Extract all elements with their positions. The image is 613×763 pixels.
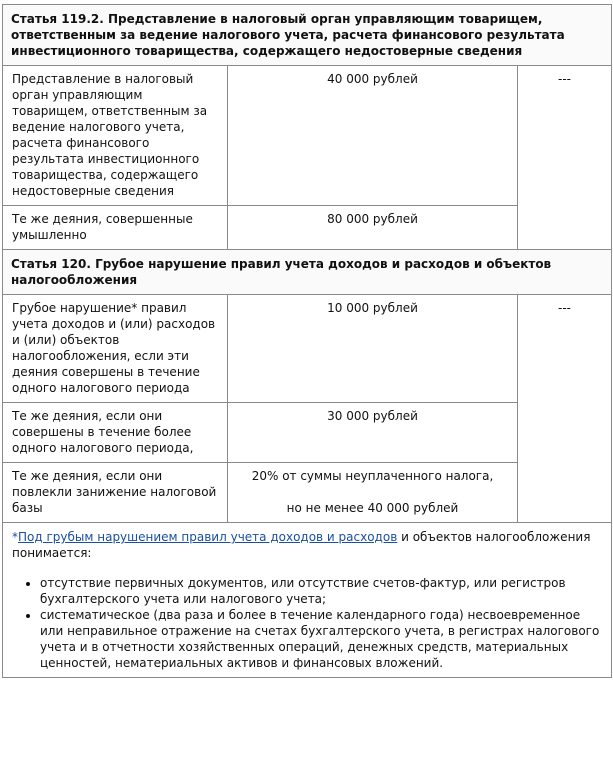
footnote-rest: и объектов налогообложения понимается:	[12, 530, 591, 560]
table-row	[3, 295, 612, 403]
footnote	[3, 523, 612, 678]
list-item: • систематическое (два раза и более в течение календарного года) несвоевременное или неправильное отражение на счетах бухгалтерского учета, в регистрах налогового учета и в отчетности хозяйственных операций, денежных средств, материальных ценностей, нематериальных активов и финансовых вложений.	[40, 607, 603, 671]
penalty-amount: 40 000 рублей	[228, 66, 518, 206]
article-119-2-heading-row	[3, 5, 612, 66]
extra-column: ---	[518, 66, 612, 250]
offense-description: Представление в налоговый орган управляющим товарищем, ответственным за ведение налогового учета, расчета финансового результата инвестиционного товарищества, содержащего недостоверные сведения	[3, 66, 228, 206]
list-item: • отсутствие первичных документов, или отсутствие счетов-фактур, или регистров бухгалтерского учета или налогового учета;	[40, 575, 603, 607]
offense-description: Грубое нарушение* правил учета доходов и (или) расходов и (или) объектов налогообложения, если эти деяния совершены в течение одного налогового периода	[3, 295, 228, 403]
definition-link[interactable]: Под грубым нарушением правил учета доходов и расходов	[18, 530, 398, 544]
table-row	[3, 66, 612, 206]
penalty-amount: 80 000 рублей	[228, 206, 518, 250]
footnote-row	[3, 523, 612, 678]
article-119-2-heading: Статья 119.2. Представление в налоговый орган управляющим товарищем, ответственным за ведение налогового учета, расчета финансового результата инвестиционного товарищества, содержащего недостоверные сведения	[3, 5, 612, 66]
article-120-heading-row	[3, 250, 612, 295]
penalty-amount: 10 000 рублей	[228, 295, 518, 403]
penalty-table	[2, 4, 612, 678]
offense-description: Те же деяния, если они повлекли занижение налоговой базы	[3, 463, 228, 523]
penalty-amount-line2: но не менее 40 000 рублей	[286, 501, 459, 515]
penalty-amount-cell	[228, 463, 518, 523]
offense-description: Те же деяния, совершенные умышленно	[3, 206, 228, 250]
footnote-star: *	[12, 530, 18, 544]
penalty-amount-line1: 20% от суммы неуплаченного налога,	[251, 469, 494, 483]
article-120-heading: Статья 120. Грубое нарушение правил учета доходов и расходов и объектов налогообложения	[3, 250, 612, 295]
footnote-list	[12, 575, 603, 671]
penalty-amount: 30 000 рублей	[228, 403, 518, 463]
extra-column: ---	[518, 295, 612, 523]
offense-description: Те же деяния, если они совершены в течение более одного налогового периода,	[3, 403, 228, 463]
